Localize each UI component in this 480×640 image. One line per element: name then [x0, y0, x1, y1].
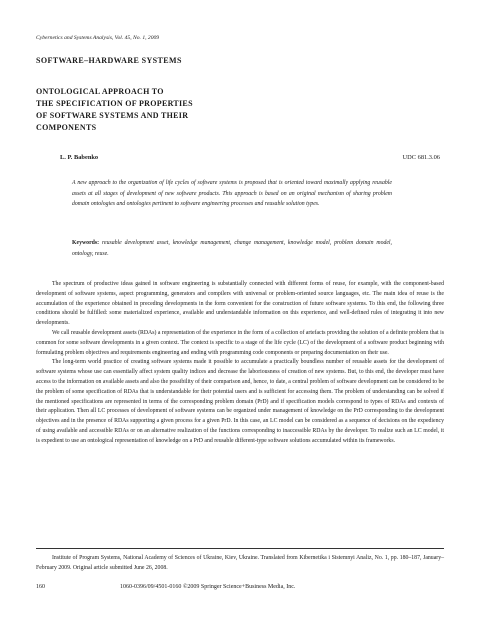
page-number: 160 — [36, 584, 45, 590]
article-title — [36, 86, 193, 134]
copyright-line: 1060-0396/09/4501-0160 ©2009 Springer Science+Business Media, Inc. — [120, 584, 296, 590]
udc-code: UDC 681.3.06 — [402, 154, 440, 161]
keywords-label: Keywords: — [72, 240, 100, 246]
section-heading: SOFTWARE–HARDWARE SYSTEMS — [36, 56, 182, 65]
title-line: ONTOLOGICAL APPROACH TO — [36, 87, 164, 96]
abstract: A new approach to the organization of life cycles of software systems is proposed that is oriented toward maximally applying reusable assets at all stages of development of new software products. This approach is based on an original mechanism of sharing problem domain ontologies and ontologies pertinent to software engineering processes and reusable solution types. — [72, 180, 392, 207]
body-paragraph: The long-term world practice of creating software systems made it possible to accumulate a practically boundless number of reusable assets for the development of software systems whose use can essentially affect system quality indices and decrease the laboriousness of creation of new systems. But, to this end, the developer must have access to the information on available assets and also the possibility of their comparison and, hence, to date, a central problem of software development can be considered to be the problem of some specification of RDAs that is understandable for their potential users and is sufficient for accessing them. The problem of understanding can be solved if the mentioned specifications are represented in terms of the corresponding problem domain (PrD) and if specification models correspond to types of RDAs and contexts of their application. Then all LC processes of development of software systems can be organized under management of knowledge on the PrD corresponding to the development objectives and in the presence of RDAs supporting a given process for a given PrD. In this case, an LC model can be considered as a sequence of decisions on the expediency of using available and accessible RDAs or on an alternative realization of the functions corresponding to inaccessible RDAs by the developer. To realize such an LC model, it is expedient to use an ontological representation of knowledge on a PrD and reusable different-type software solutions accumulated within its frameworks. — [36, 359, 444, 444]
keywords — [72, 238, 392, 259]
footnote-divider — [36, 548, 444, 549]
body-text — [36, 280, 444, 447]
journal-citation: Cybernetics and Systems Analysis, Vol. 45, No. 1, 2009 — [36, 35, 160, 41]
affiliation-footnote: Institute of Program Systems, National Academy of Sciences of Ukraine, Kiev, Ukraine. Translated from Kibernetika i Sistemnyi Analiz, No. 1, pp. 180–187, January–February 2009. Original article submitted June 26, 2008. — [36, 555, 444, 571]
body-paragraph: We call reusable development assets (RDAs) a representation of the experience in the form of a collection of artefacts providing the solution of a definite problem that is common for some software developments in a given context. The context is specific to a stage of the life cycle (LC) of the development of a software product beginning with formulating problem objectives and requirements engineering and ending with programming code components or preparing documentation on their use. — [36, 329, 444, 356]
title-line: OF SOFTWARE SYSTEMS AND THEIR — [36, 111, 189, 120]
author-name: L. P. Babenko — [60, 154, 99, 161]
title-line: COMPONENTS — [36, 123, 97, 132]
body-paragraph: The spectrum of productive ideas gained in software engineering is substantially connected with different forms of reuse, for example, with the component-based development of software systems, aspect programming, generators and compilers with universal or problem-oriented source languages, etc. The main idea of reuse is the accumulation of the experience obtained in preceding developments in the form convenient for the construction of future software systems. To this end, the following three conditions should be fulfilled: some materialized experience, available and understandable information on this experience, and well-defined rules of integrating it into new developments. — [36, 281, 444, 327]
keywords-text: reusable development asset, knowledge management, change management, knowledge model, problem domain model, ontology, reuse. — [72, 240, 392, 257]
title-line: THE SPECIFICATION OF PROPERTIES — [36, 99, 193, 108]
